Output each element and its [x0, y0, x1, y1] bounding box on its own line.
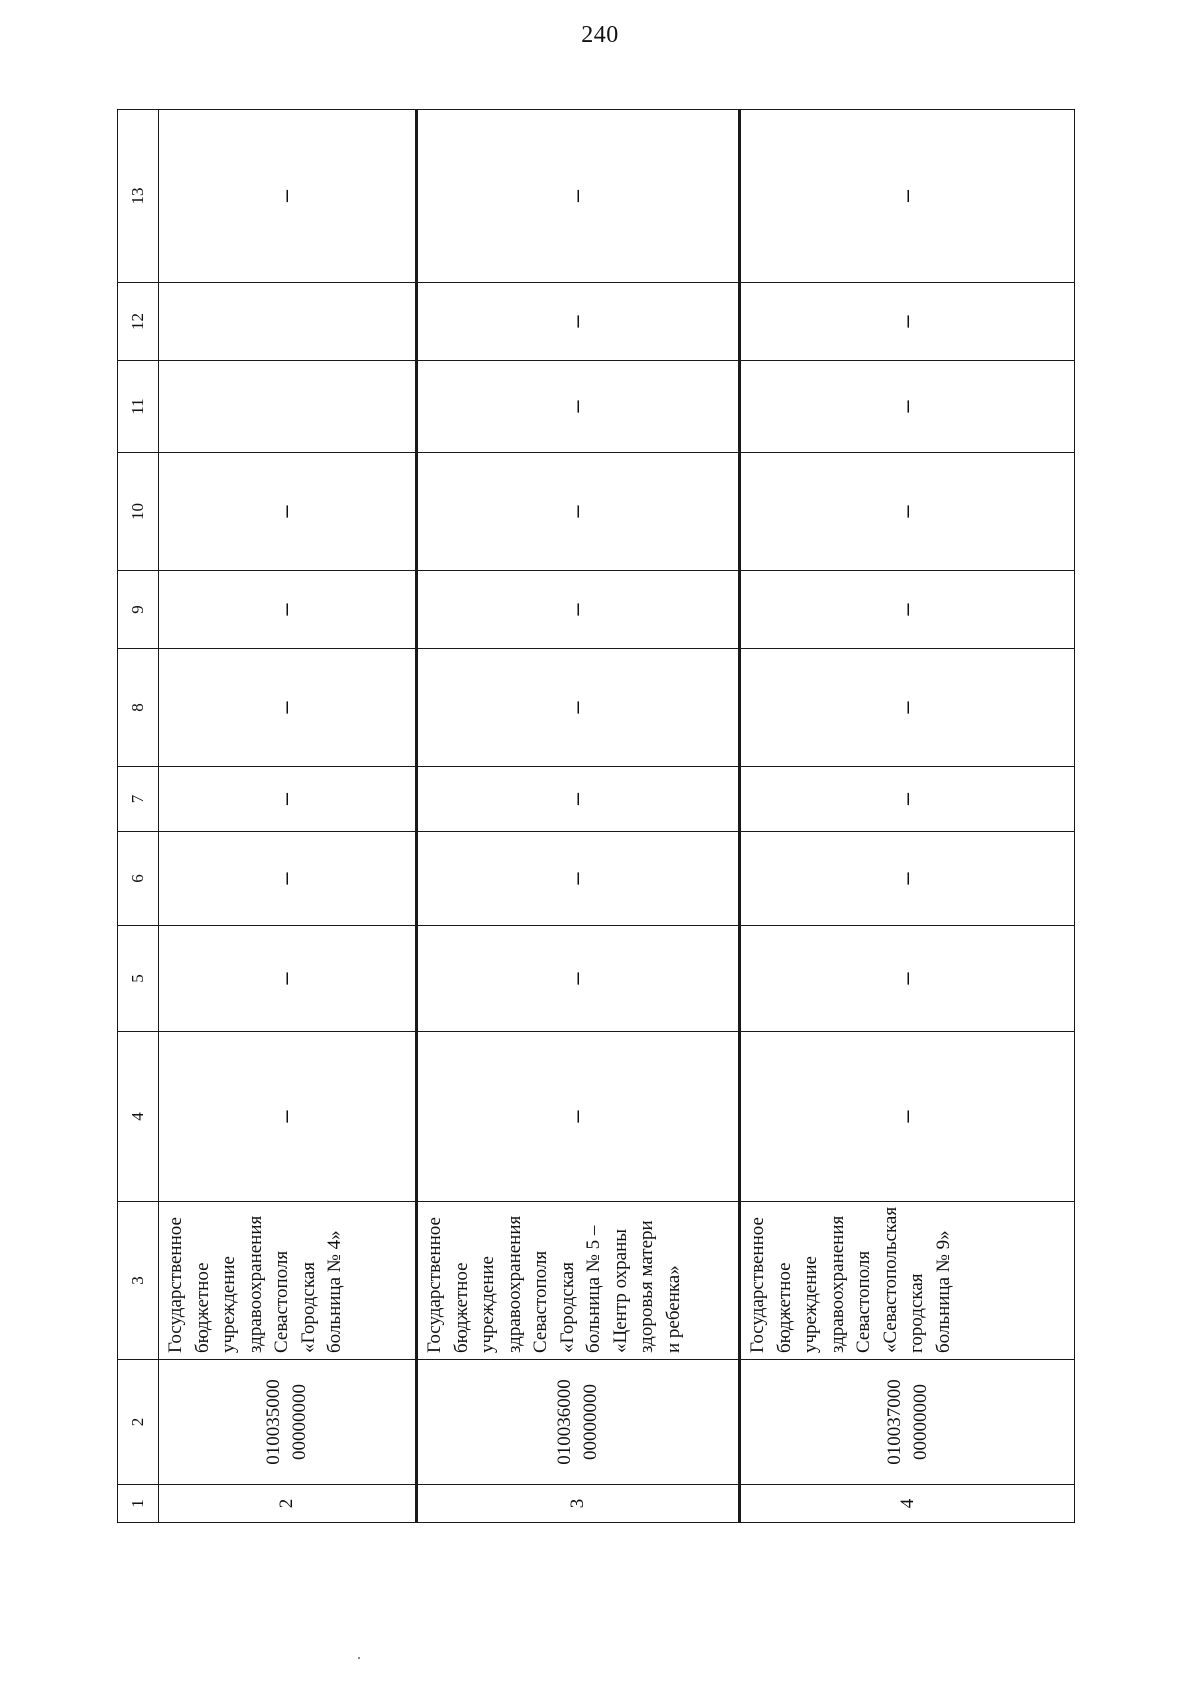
table-cell: – [740, 110, 1075, 283]
row-number: 2 [159, 1485, 417, 1523]
column-header: 3 [118, 1202, 159, 1360]
row-code-line: 00000000 [580, 1384, 601, 1460]
column-header: 5 [118, 926, 159, 1032]
table-cell [159, 283, 417, 361]
column-header: 13 [118, 110, 159, 283]
row-number: 3 [417, 1485, 740, 1523]
row-organization: Государственное бюджетное учреждение здравоохранения Севастополя «Городская больница № 4» [159, 1202, 417, 1360]
table-cell: – [417, 283, 740, 361]
row-code-line: 010037000 [883, 1379, 905, 1465]
table-cell: – [159, 571, 417, 649]
table-cell: – [417, 832, 740, 926]
table-cell: – [417, 571, 740, 649]
row-organization: Государственное бюджетное учреждение здравоохранения Севастополя «Городская больница № 5 – «Центр охраны здоровья матери и ребенка» [417, 1202, 740, 1360]
table-cell: – [740, 453, 1075, 571]
table-row [740, 110, 1075, 1523]
rotated-table-wrapper [117, 110, 1073, 1523]
table-cell: – [740, 767, 1075, 832]
table-row [159, 110, 417, 1523]
table-cell: – [740, 926, 1075, 1032]
column-header: 4 [118, 1032, 159, 1202]
table-cell: – [417, 1032, 740, 1202]
table-cell: – [159, 649, 417, 767]
column-header: 6 [118, 832, 159, 926]
table-cell [159, 361, 417, 453]
table-cell: – [740, 283, 1075, 361]
table-cell: – [740, 832, 1075, 926]
row-code-line: 00000000 [909, 1384, 931, 1460]
row-code-line: 010036000 [554, 1379, 575, 1465]
column-header: 11 [118, 361, 159, 453]
table-cell: – [159, 1032, 417, 1202]
table-cell: – [417, 926, 740, 1032]
table-cell: – [159, 453, 417, 571]
table-cell: – [740, 571, 1075, 649]
table-header-row [118, 110, 159, 1523]
table-cell: – [159, 767, 417, 832]
table-cell: – [159, 926, 417, 1032]
column-header: 8 [118, 649, 159, 767]
row-code-line: 00000000 [289, 1384, 310, 1460]
column-header: 10 [118, 453, 159, 571]
column-header: 7 [118, 767, 159, 832]
row-code [740, 1360, 1075, 1485]
row-code [159, 1360, 417, 1485]
table-cell: – [417, 110, 740, 283]
row-number: 4 [740, 1485, 1075, 1523]
table-cell: – [740, 649, 1075, 767]
column-header: 2 [118, 1360, 159, 1485]
table-cell: – [417, 453, 740, 571]
table-cell: – [159, 832, 417, 926]
row-code [417, 1360, 740, 1485]
table-cell: – [417, 649, 740, 767]
row-organization: Государственное бюджетное учреждение здравоохранения Севастополя «Севастопольская городская больница № 9» [740, 1202, 1075, 1360]
table-row [417, 110, 740, 1523]
table-cell: – [740, 1032, 1075, 1202]
table-cell: – [740, 361, 1075, 453]
column-header: 9 [118, 571, 159, 649]
data-table [117, 109, 1075, 1523]
scan-speck [358, 1657, 360, 1659]
column-header: 12 [118, 283, 159, 361]
row-code-line: 010035000 [263, 1379, 284, 1465]
column-header: 1 [118, 1485, 159, 1523]
page-number: 240 [581, 22, 619, 48]
table-cell: – [417, 767, 740, 832]
table-cell: – [159, 110, 417, 283]
table-cell: – [417, 361, 740, 453]
